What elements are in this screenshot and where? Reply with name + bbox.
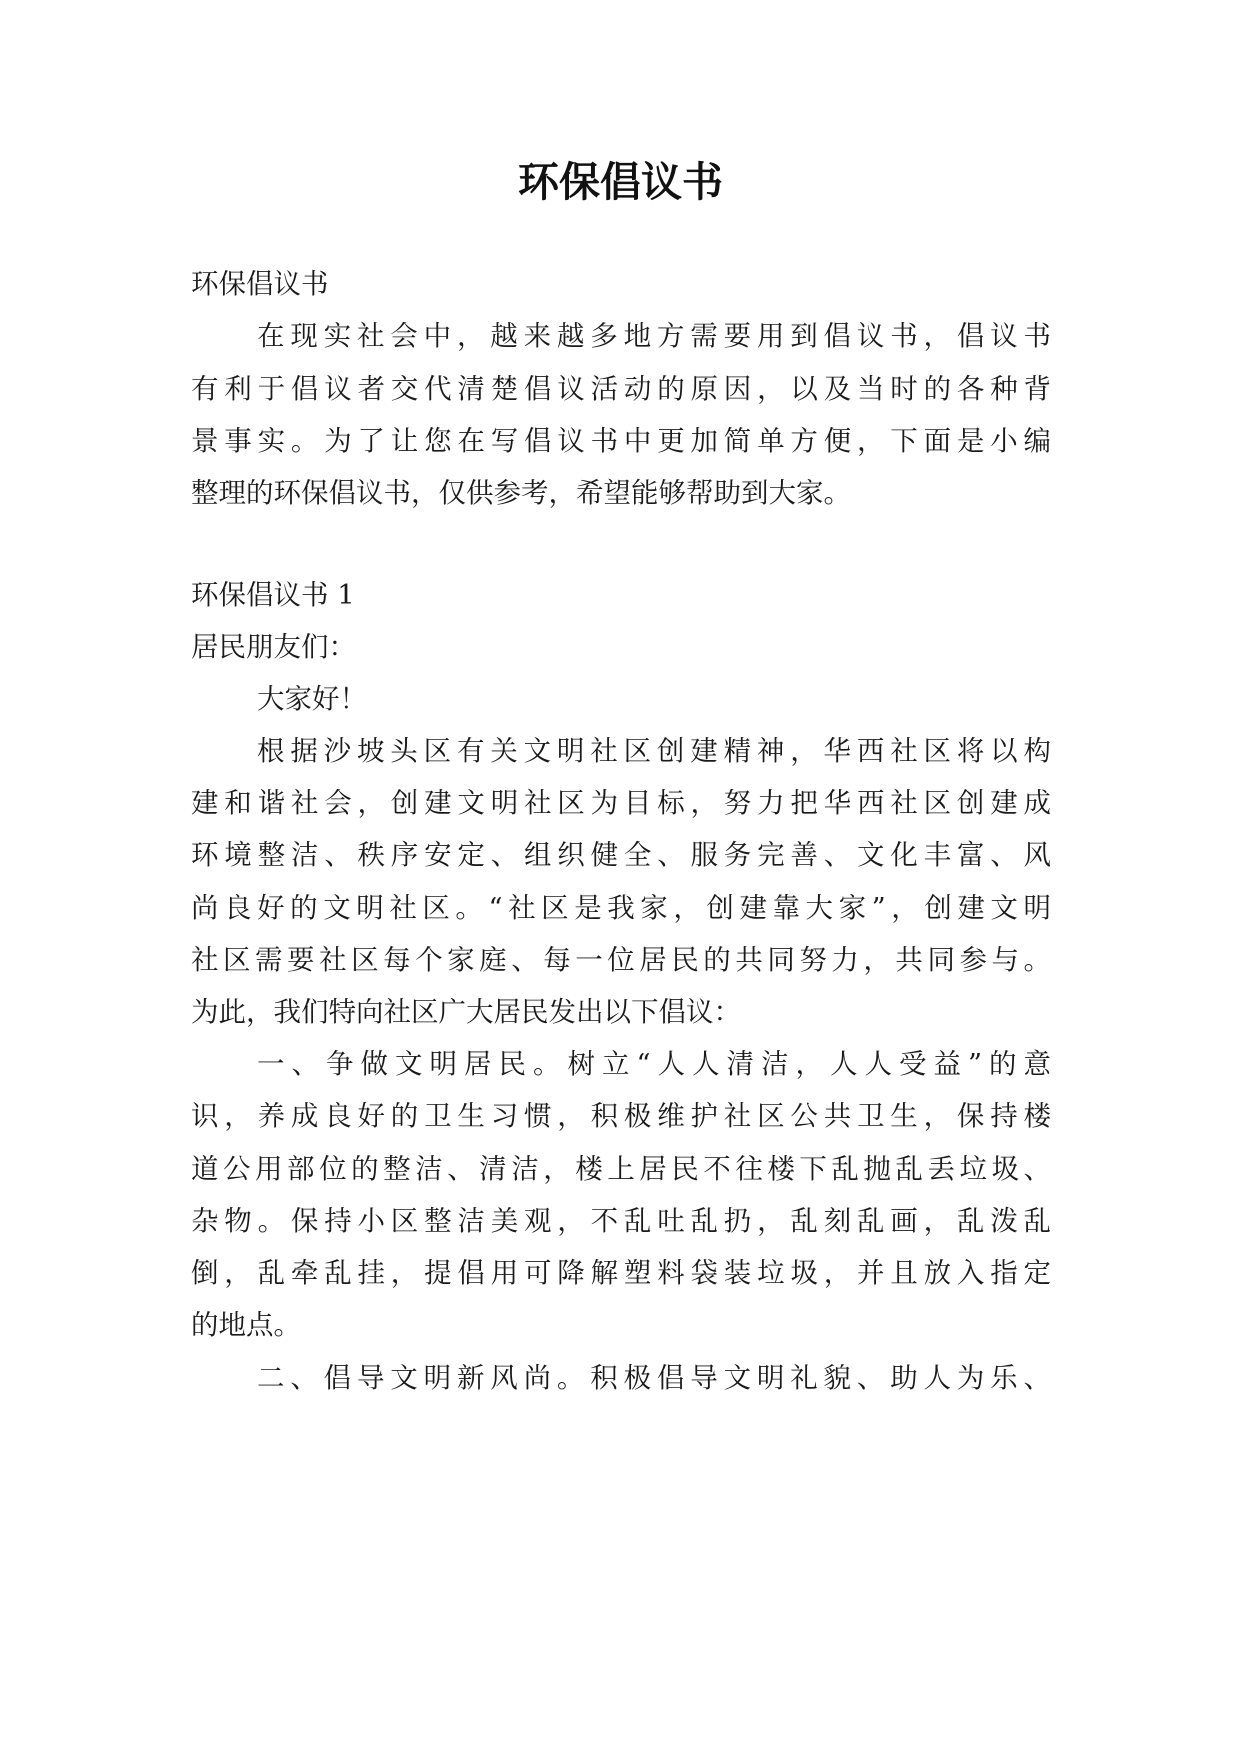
intro-line-2: 有利于倡议者交代清楚倡议活动的原因，以及当时的各种背 (191, 373, 1051, 405)
document-title: 环保倡议书 (518, 158, 723, 206)
body-line-6: 为此，我们特向社区广大居民发出以下倡议： (191, 996, 741, 1028)
item-1-line-2: 识，养成良好的卫生习惯，积极维护社区公共卫生，保持楼 (191, 1100, 1051, 1132)
item-1-line-5: 倒，乱牵乱挂，提倡用可降解塑料袋装垃圾，并且放入指定 (191, 1257, 1051, 1289)
body-line-3: 环境整洁、秩序安定、组织健全、服务完善、文化丰富、风 (191, 839, 1051, 871)
intro-line-1: 在现实社会中，越来越多地方需要用到倡议书，倡议书 (257, 320, 1051, 352)
greeting: 大家好！ (257, 683, 367, 715)
item-1-line-4: 杂物。保持小区整洁美观，不乱吐乱扔，乱刻乱画，乱泼乱 (191, 1205, 1051, 1237)
subtitle-line: 环保倡议书 (191, 268, 329, 300)
body-line-2: 建和谐社会，创建文明社区为目标，努力把华西社区创建成 (191, 787, 1051, 819)
item-1-line-6: 的地点。 (191, 1309, 301, 1341)
salutation: 居民朋友们： (191, 631, 356, 663)
body-line-4: 尚良好的文明社区。“社区是我家，创建靠大家”，创建文明 (191, 892, 1051, 924)
section-heading: 环保倡议书 1 (191, 579, 355, 611)
intro-line-3: 景事实。为了让您在写倡议书中更加简单方便，下面是小编 (191, 425, 1051, 457)
intro-line-4: 整理的环保倡议书，仅供参考，希望能够帮助到大家。 (191, 477, 851, 509)
body-line-5: 社区需要社区每个家庭、每一位居民的共同努力，共同参与。 (191, 944, 1051, 976)
item-1-line-1: 一、争做文明居民。树立“人人清洁，人人受益”的意 (257, 1048, 1051, 1080)
body-line-1: 根据沙坡头区有关文明社区创建精神，华西社区将以构 (257, 735, 1051, 767)
item-1-line-3: 道公用部位的整洁、清洁，楼上居民不往楼下乱抛乱丢垃圾、 (191, 1153, 1051, 1185)
item-2-line-1: 二、倡导文明新风尚。积极倡导文明礼貌、助人为乐、 (257, 1362, 1051, 1394)
